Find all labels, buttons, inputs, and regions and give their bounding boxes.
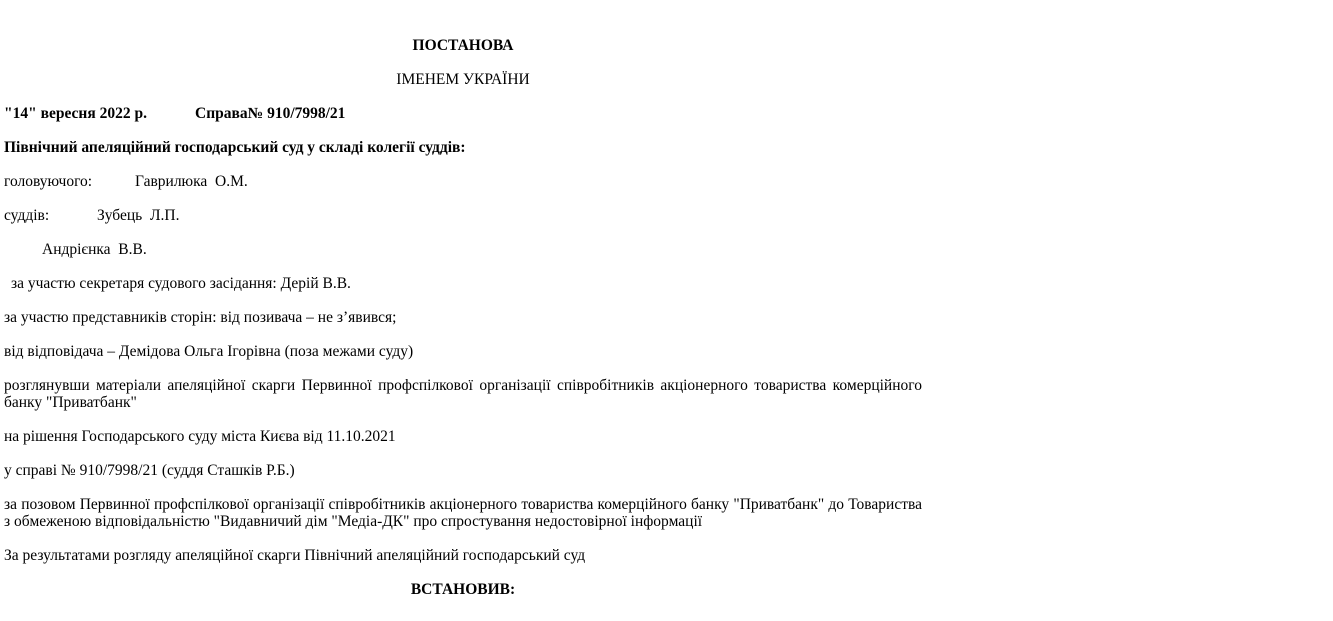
secretary-line: за участю секретаря судового засідання: Дерій В.В. (11, 275, 351, 292)
judge-name: Андрієнка В.В. (42, 241, 147, 258)
document-title: ПОСТАНОВА (412, 37, 514, 54)
judge-row-presiding (4, 173, 922, 190)
contested-decision-line: на рішення Господарського суду міста Києва від 11.10.2021 (4, 428, 396, 445)
plaintiff-presence-line: за участю представників сторін: від позивача – не з’явився; (4, 309, 397, 326)
respondent-presence-line: від відповідача – Демідова Ольга Ігорівна (поза межами суду) (4, 343, 414, 360)
date-case-line (4, 105, 922, 122)
judge-name: Гаврилюка О.М. (135, 173, 248, 190)
decision-date: "14" вересня 2022 р. (4, 105, 147, 122)
judge-name: Зубець Л.П. (97, 207, 180, 224)
case-number: Справа№ 910/7998/21 (195, 105, 346, 122)
claim-paragraph: за позовом Первинної профспілкової організації співробітників акціонерного товариства комерційного банку "Приватбанк" до Товариства з обмеженою відповідальністю "Видавничий дім "Медіа-ДК" про спростування недостовірної інформації (4, 496, 922, 530)
judge-role-label: суддів: (4, 207, 50, 224)
established-heading: ВСТАНОВИВ: (410, 581, 516, 598)
appeal-review-paragraph: розглянувши матеріали апеляційної скарги Первинної профспілкової організації співробітників акціонерного товариства комерційного банку "Приватбанк" (4, 377, 922, 411)
court-composition-line: Північний апеляційний господарський суд у складі колегії суддів: (4, 139, 466, 156)
judge-role-label: головуючого: (4, 173, 93, 190)
document-subtitle: ІМЕНЕМ УКРАЇНИ (396, 71, 530, 88)
case-reference-line: у справі № 910/7998/21 (суддя Сташків Р.Б.) (4, 462, 295, 479)
judge-row-member-2 (4, 241, 922, 258)
judge-row-member-1 (4, 207, 922, 224)
result-line: За результатами розгляду апеляційної скарги Північний апеляційний господарський суд (4, 547, 586, 564)
